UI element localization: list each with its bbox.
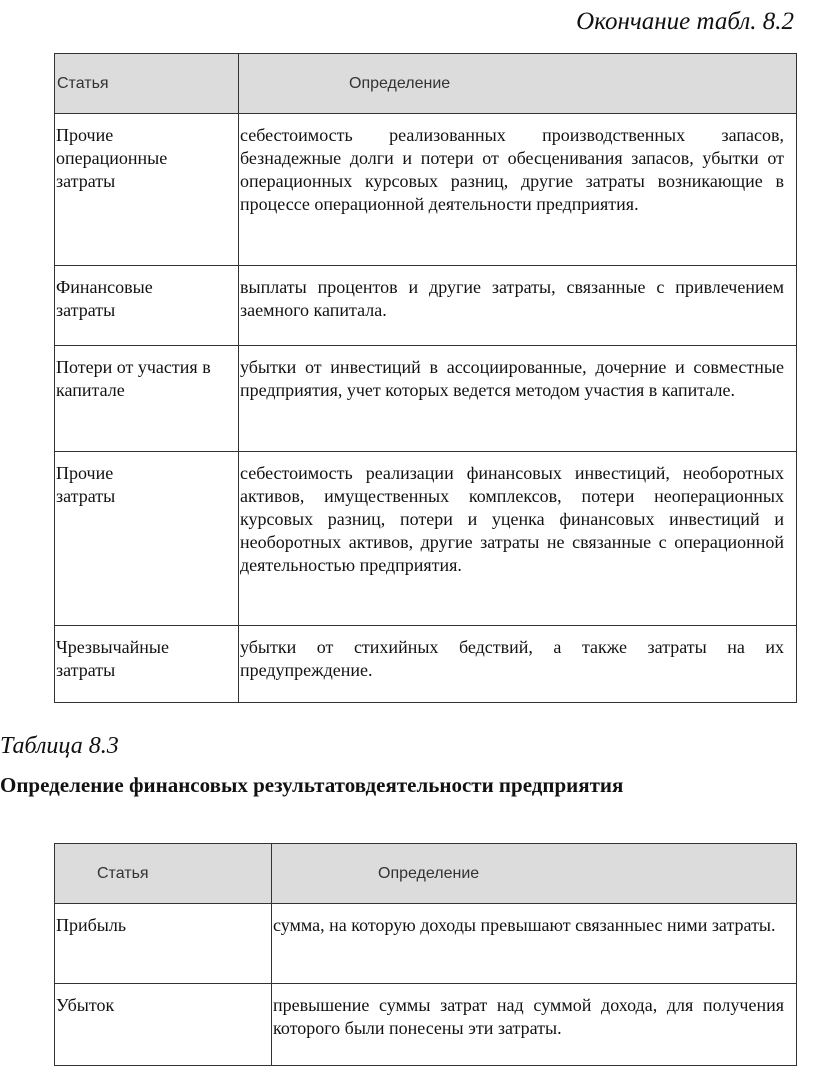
row-item: Прочие затраты bbox=[55, 452, 239, 626]
row-definition: выплаты процентов и другие затраты, связанные с привлечением заемного капитала. bbox=[239, 266, 797, 346]
table-row bbox=[55, 452, 797, 626]
table-caption: Таблица 8.3 bbox=[0, 733, 119, 759]
table-header-row bbox=[55, 844, 797, 904]
row-item: Прибыль bbox=[55, 904, 272, 984]
column-header-item: Статья bbox=[55, 844, 272, 904]
table-row bbox=[55, 626, 797, 703]
table-row bbox=[55, 266, 797, 346]
row-definition: себестоимость реализованных производственных запасов, безнадежные долги и потери от обесценивания запасов, убытки от операционных курсовых разниц, другие затраты возникающие в процессе операционной деятельности предприятия. bbox=[239, 114, 797, 266]
column-header-definition: Определение bbox=[272, 844, 797, 904]
row-definition: убытки от инвестиций в ассоциированные, дочерние и совместные предприятия, учет которых ведется методом участия в капитале. bbox=[239, 346, 797, 452]
table-row bbox=[55, 114, 797, 266]
column-header-item: Статья bbox=[55, 54, 239, 114]
table-row bbox=[55, 984, 797, 1066]
table-8-2-continuation bbox=[54, 53, 797, 703]
row-definition: себестоимость реализации финансовых инвестиций, необоротных активов, имущественных комплексов, потери неоперационных курсовых разниц, потери и уценка финансовых инвестиций и необоротных активов, другие затраты не связанные с операционной деятельностью предприятия. bbox=[239, 452, 797, 626]
row-item: Убыток bbox=[55, 984, 272, 1066]
table-8-3 bbox=[54, 843, 797, 1066]
table-header-row bbox=[55, 54, 797, 114]
row-item: Потери от участия в капитале bbox=[55, 346, 239, 452]
row-definition: сумма, на которую доходы превышают связанныес ними затраты. bbox=[272, 904, 797, 984]
continuation-title: Окончание табл. 8.2 bbox=[576, 8, 794, 35]
table-row bbox=[55, 346, 797, 452]
row-item: Чрезвычайные затраты bbox=[55, 626, 239, 703]
table-title: Определение финансовых результатовдеятельности предприятия bbox=[0, 773, 624, 797]
column-header-definition: Определение bbox=[239, 54, 797, 114]
row-item: Прочие операционные затраты bbox=[55, 114, 239, 266]
row-definition: убытки от стихийных бедствий, а также затраты на их предупреждение. bbox=[239, 626, 797, 703]
row-definition: превышение суммы затрат над суммой дохода, для получения которого были понесены эти затраты. bbox=[272, 984, 797, 1066]
table-row bbox=[55, 904, 797, 984]
row-item: Финансовые затраты bbox=[55, 266, 239, 346]
